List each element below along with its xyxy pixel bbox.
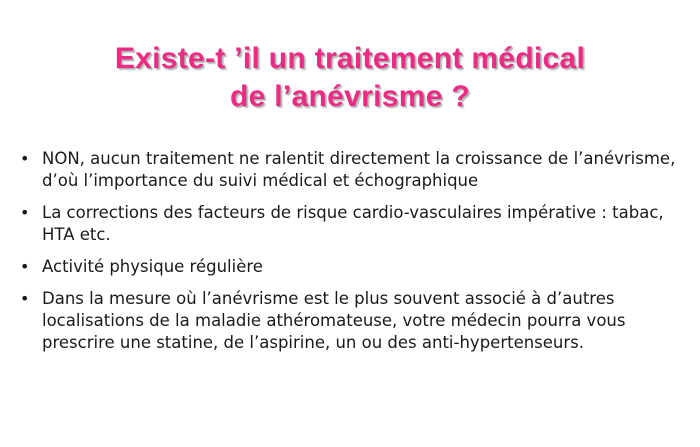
bullet-icon: • bbox=[20, 149, 30, 168]
bullet-text: NON, aucun traitement ne ralentit directement la croissance de l’anévrisme, d’où l’importance du suivi médical et échographique bbox=[42, 149, 676, 190]
slide-title-line-1: Existe-t ’il un traitement médical bbox=[114, 42, 586, 75]
bullet-item bbox=[18, 256, 688, 278]
bullet-item bbox=[18, 202, 688, 246]
bullet-item bbox=[18, 288, 688, 354]
slide-title-line-2: de l’anévrisme ? bbox=[230, 80, 470, 113]
bullet-text: Dans la mesure où l’anévrisme est le plus souvent associé à d’autres localisations de la maladie athéromateuse, votre médecin pourra vous prescrire une statine, de l’aspirine, un ou des anti-hypertenseurs. bbox=[42, 289, 626, 352]
bullet-list bbox=[18, 148, 688, 364]
slide-title bbox=[0, 40, 700, 116]
bullet-icon: • bbox=[20, 203, 30, 222]
bullet-icon: • bbox=[20, 289, 30, 308]
bullet-item bbox=[18, 148, 688, 192]
bullet-icon: • bbox=[20, 257, 30, 276]
bullet-text: La corrections des facteurs de risque cardio-vasculaires impérative : tabac, HTA etc. bbox=[42, 203, 664, 244]
bullet-text: Activité physique régulière bbox=[42, 257, 263, 276]
